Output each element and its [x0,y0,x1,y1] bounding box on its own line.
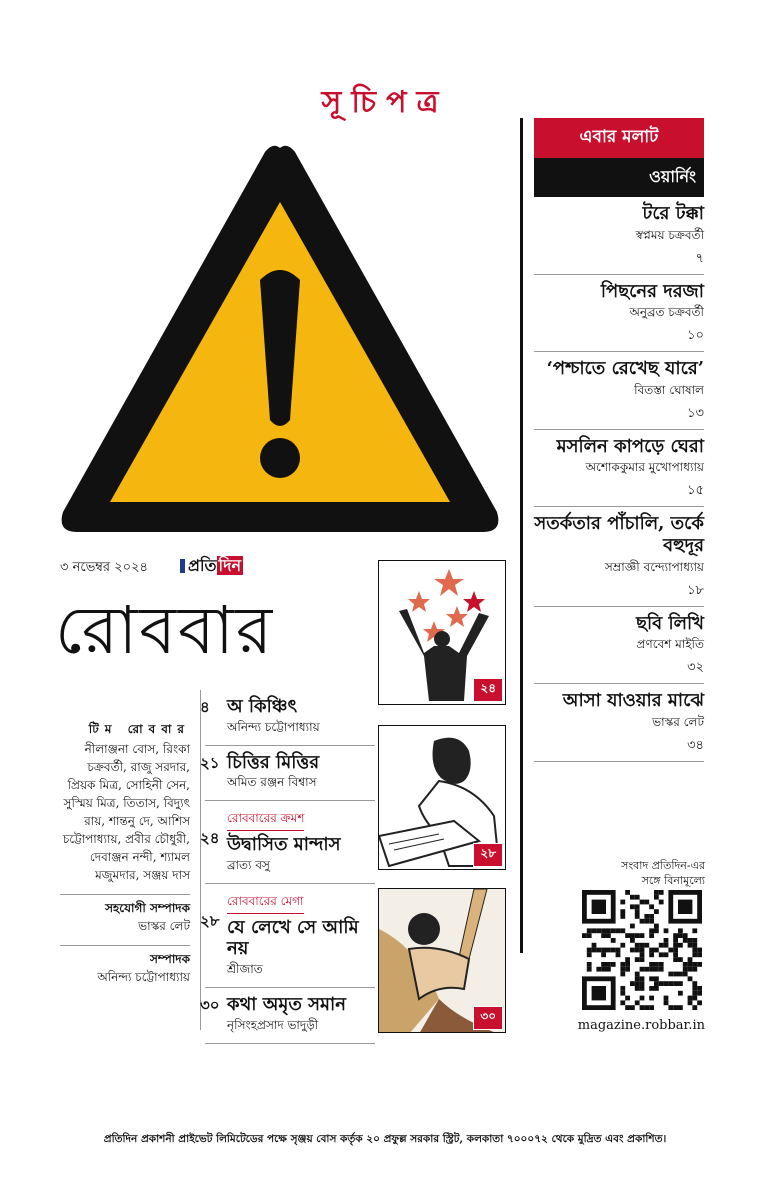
entry-author: স্বপ্নময় চক্রবর্তী [635,227,704,242]
toc-list [200,690,375,1044]
entry-title: ছবি লিখি [636,612,704,634]
toc-divider [200,690,201,1030]
entry-title: ‘পশ্চাতে রেখেছ যারে’ [546,358,704,380]
toc-category: রোববারের ক্রমশ [227,810,304,831]
cover-label: এবার মলাট [534,118,704,158]
toc-item[interactable] [200,801,375,884]
toc-category: রোববারের মেগা [227,893,304,914]
entry-page: ১৫ [687,483,704,499]
toc-item[interactable] [200,746,375,802]
assoc-editor-label: সহযোগী সম্পাদক [60,894,190,917]
qr-caption-line1: সংবাদ প্রতিদিন-এর [621,859,705,872]
column-divider [520,118,523,953]
toc-author: অমিত রঞ্জন বিশ্বাস [227,775,317,790]
entry-page: ৭ [695,250,704,266]
entry-title: টরে টক্কা [642,203,704,224]
editor-name: অনিন্দ্য চট্টোপাধ্যায় [97,970,190,984]
toc-title: অ কিঞ্চিৎ [227,696,298,717]
contents-entry[interactable] [534,197,704,275]
warning-triangle-icon [55,140,505,540]
issue-date: ৩ নভেম্বর ২০২৪ [60,560,148,575]
entry-author: অনুব্রত চক্রবর্তী [629,305,704,320]
toc-item[interactable] [200,884,375,988]
editor-label: সম্পাদক [60,945,190,968]
entry-title: মসলিন কাপড়ে ঘেরা [556,435,704,457]
logo-text: প্রতি [188,556,217,575]
entry-author: ভাস্কর লেট [652,714,704,729]
cover-subtitle: ওয়ার্নিং [534,158,704,197]
entry-author: বিতস্তা ঘোষাল [634,382,704,397]
toc-author: নৃসিংহপ্রসাদ ভাদুড়ী [227,1017,319,1032]
entry-author: সম্রাজ্ঞী বন্দ্যোপাধ্যায় [604,559,704,574]
toc-page-number: ৪ [200,698,210,716]
logo-highlight: দিন [218,556,242,575]
contents-entry[interactable] [534,430,704,508]
toc-title: যে লেখে সে আমি নয় [227,916,359,960]
contents-entry[interactable] [534,684,704,762]
entry-title: পিছনের দরজা [600,280,704,302]
toc-item[interactable] [200,690,375,746]
page-heading: সূচিপত্র [321,85,449,120]
toc-author: শ্রীজাত [227,961,263,976]
toc-title: চিত্তির মিত্তির [227,751,320,773]
team-heading: টিম রোববার [88,722,190,736]
website-link[interactable]: magazine.robbar.in [577,1018,705,1033]
toc-author: অনিন্দ্য চট্টোপাধ্যায় [227,719,320,734]
page-badge: ২৮ [473,843,503,867]
right-column [534,118,704,762]
qr-caption [575,858,705,889]
toc-page-number: ২১ [200,753,220,772]
page-badge: ২৪ [473,678,503,702]
page-badge: ৩০ [473,1006,503,1030]
toc-page-number: ৩০ [200,995,220,1014]
pratidin-logo [180,553,243,580]
toc-page-number: ২৪ [200,829,220,848]
team-credits [60,720,190,986]
qr-caption-line2: সঙ্গে বিনামূল্যে [641,874,705,888]
entry-page: ১৮ [687,582,704,598]
contents-entry[interactable] [534,352,704,430]
entry-title: সতর্কতার পাঁচালি, তর্কে বহুদূর [534,513,704,556]
toc-author: ব্রাত্য বসু [227,857,270,872]
warrior-illustration [378,888,506,1033]
toc-title: কথা অমৃত সমান [227,993,346,1015]
masthead: রোববার [55,592,275,669]
toc-title: উদ্বাসিত মান্দাস [227,834,341,856]
entry-author: প্রণবেশ মাইতি [636,637,704,652]
entry-page: ১০ [687,328,704,344]
contents-entry[interactable] [534,507,704,606]
toc-item[interactable] [200,988,375,1044]
imprint-footer: প্রতিদিন প্রকাশনী প্রাইভেট লিমিটেডের পক্ষে সৃঞ্জয় বোস কর্তৃক ২০ প্রফুল্ল সরকার স্ট্রিট, কলকাতা ৭০০০৭২ থেকে মুদ্রিত এবং প্রকাশিত। [103,1133,667,1145]
entry-page: ৩৪ [687,737,704,753]
entry-page: ১৩ [687,405,704,421]
entry-page: ৩২ [687,660,704,676]
contents-entry[interactable] [534,607,704,685]
toc-page-number: ২৮ [200,911,220,930]
stars-figure-illustration [378,560,506,705]
qr-code-icon[interactable] [582,890,702,1010]
entry-author: অশোককুমার মুখোপাধ্যায় [585,460,704,475]
team-members: নীলাঞ্জনা বোস, রিংকা চক্রবর্তী, রাজু সরদার, প্রিয়ক মিত্র, সোহিনী সেন, সুস্মিয় মিত্র, তিতাস, বিদ্যুৎ রায়, শান্তনু দে, আশিস চট্টোপাধ্যায়, প্রবীর চৌধুরী, দেবাঞ্জন নন্দী, শ্যামল মজুমদার, সঞ্জয় দাস [62,742,190,882]
assoc-editor-name: ভাস্কর লেট [138,919,190,933]
writer-illustration [378,725,506,870]
entry-title: আসা যাওয়ার মাঝে [562,690,704,712]
contents-entry[interactable] [534,275,704,353]
